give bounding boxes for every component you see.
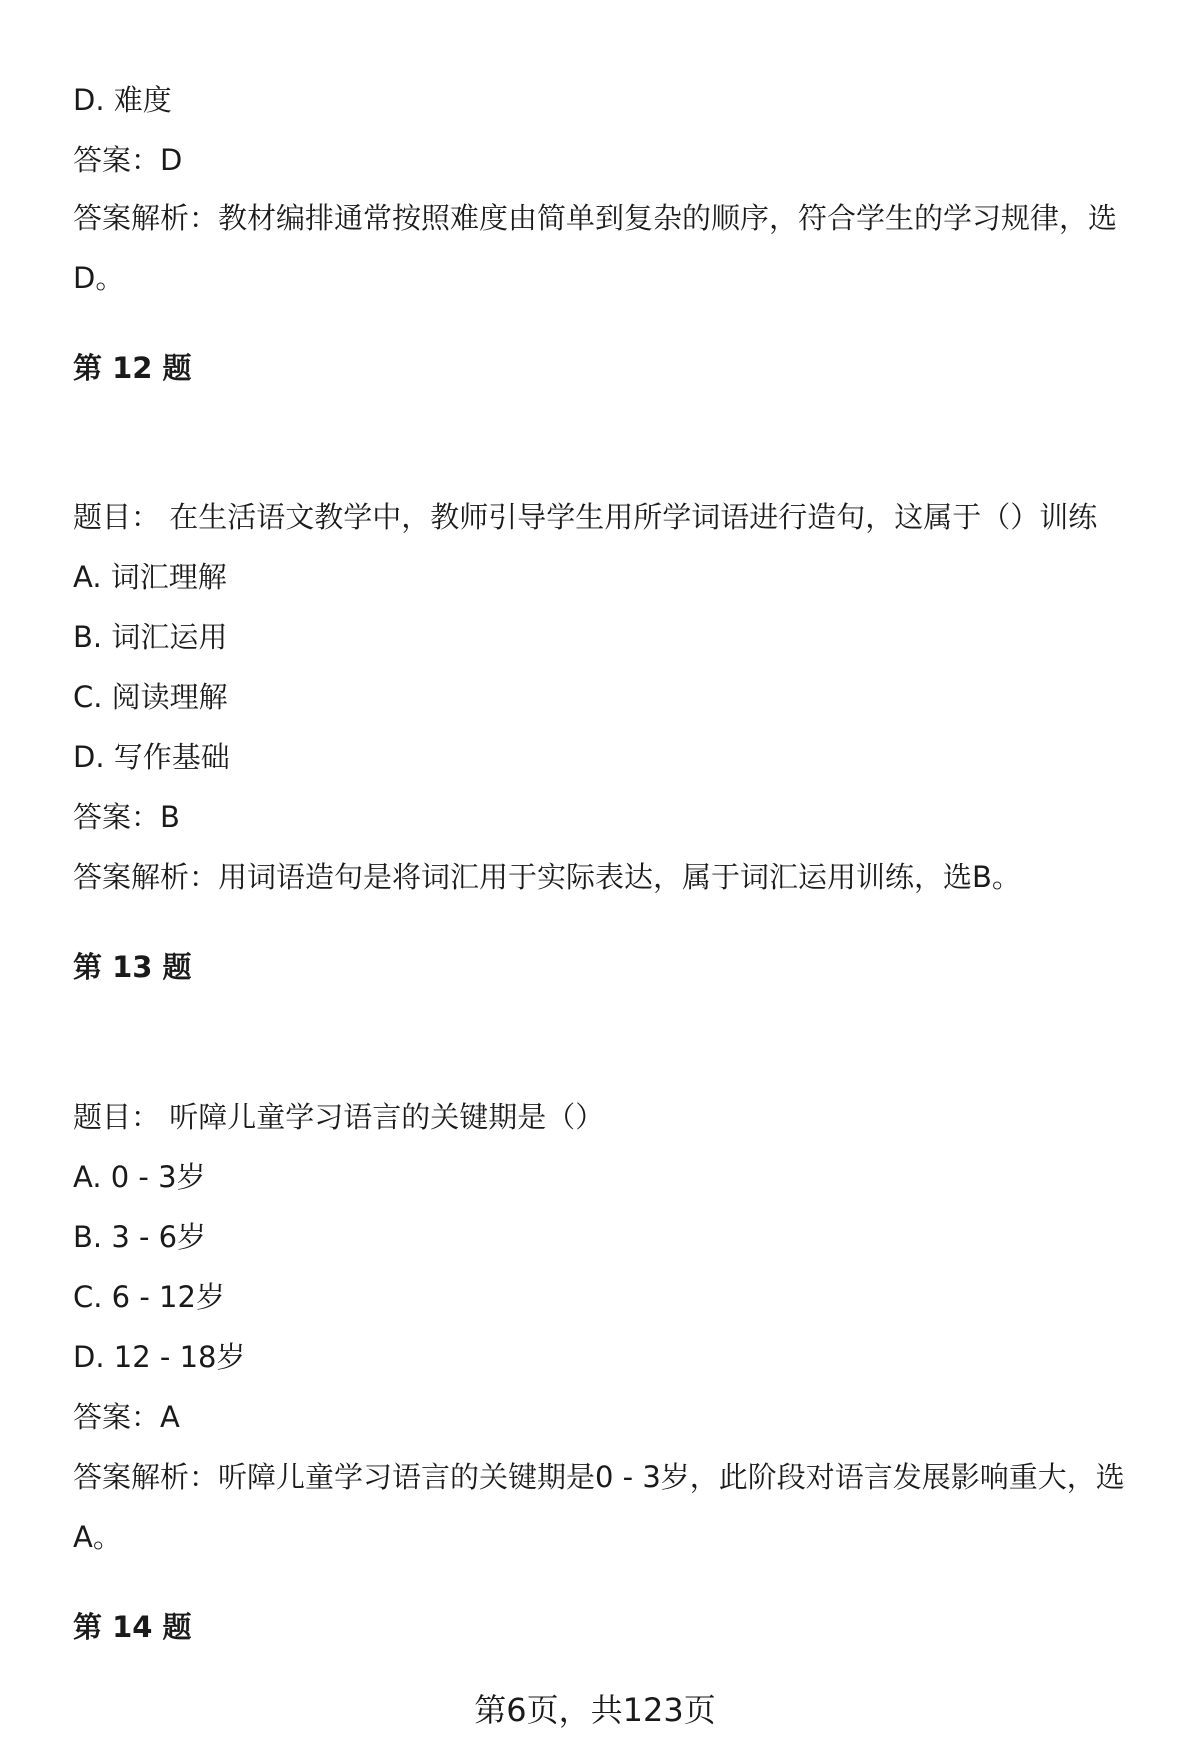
q13-heading: 第 13 题 [73,950,192,984]
prev-explanation-line2: D。 [73,261,125,295]
q12-option-c: C. 阅读理解 [73,680,228,714]
q13-answer: 答案：A [73,1400,180,1434]
prev-explanation-line1: 答案解析：教材编排通常按照难度由简单到复杂的顺序，符合学生的学习规律，选 [73,201,1118,235]
prev-answer: 答案：D [73,143,183,177]
q13-option-d: D. 12 - 18岁 [73,1340,246,1374]
q12-option-b: B. 词汇运用 [73,620,228,654]
q13-option-c: C. 6 - 12岁 [73,1280,225,1314]
q14-heading: 第 14 题 [73,1610,192,1644]
q12-answer: 答案：B [73,800,180,834]
prev-option-d: D. 难度 [73,83,172,117]
q12-explanation: 答案解析：用词语造句是将词汇用于实际表达，属于词汇运用训练，选B。 [73,860,1021,894]
q13-explanation-line2: A。 [73,1520,122,1554]
q13-option-a: A. 0 - 3岁 [73,1160,206,1194]
q13-stem: 题目： 听障儿童学习语言的关键期是（） [73,1100,605,1134]
page-number: 第6页，共123页 [474,1691,716,1729]
q13-option-b: B. 3 - 6岁 [73,1220,207,1254]
q13-explanation-line1: 答案解析：听障儿童学习语言的关键期是0 - 3岁，此阶段对语言发展影响重大，选 [73,1460,1125,1494]
q12-heading: 第 12 题 [73,351,192,385]
q12-stem: 题目： 在生活语文教学中，教师引导学生用所学词语进行造句，这属于（）训练 [73,500,1098,534]
q12-option-d: D. 写作基础 [73,740,230,774]
q12-option-a: A. 词汇理解 [73,560,227,594]
